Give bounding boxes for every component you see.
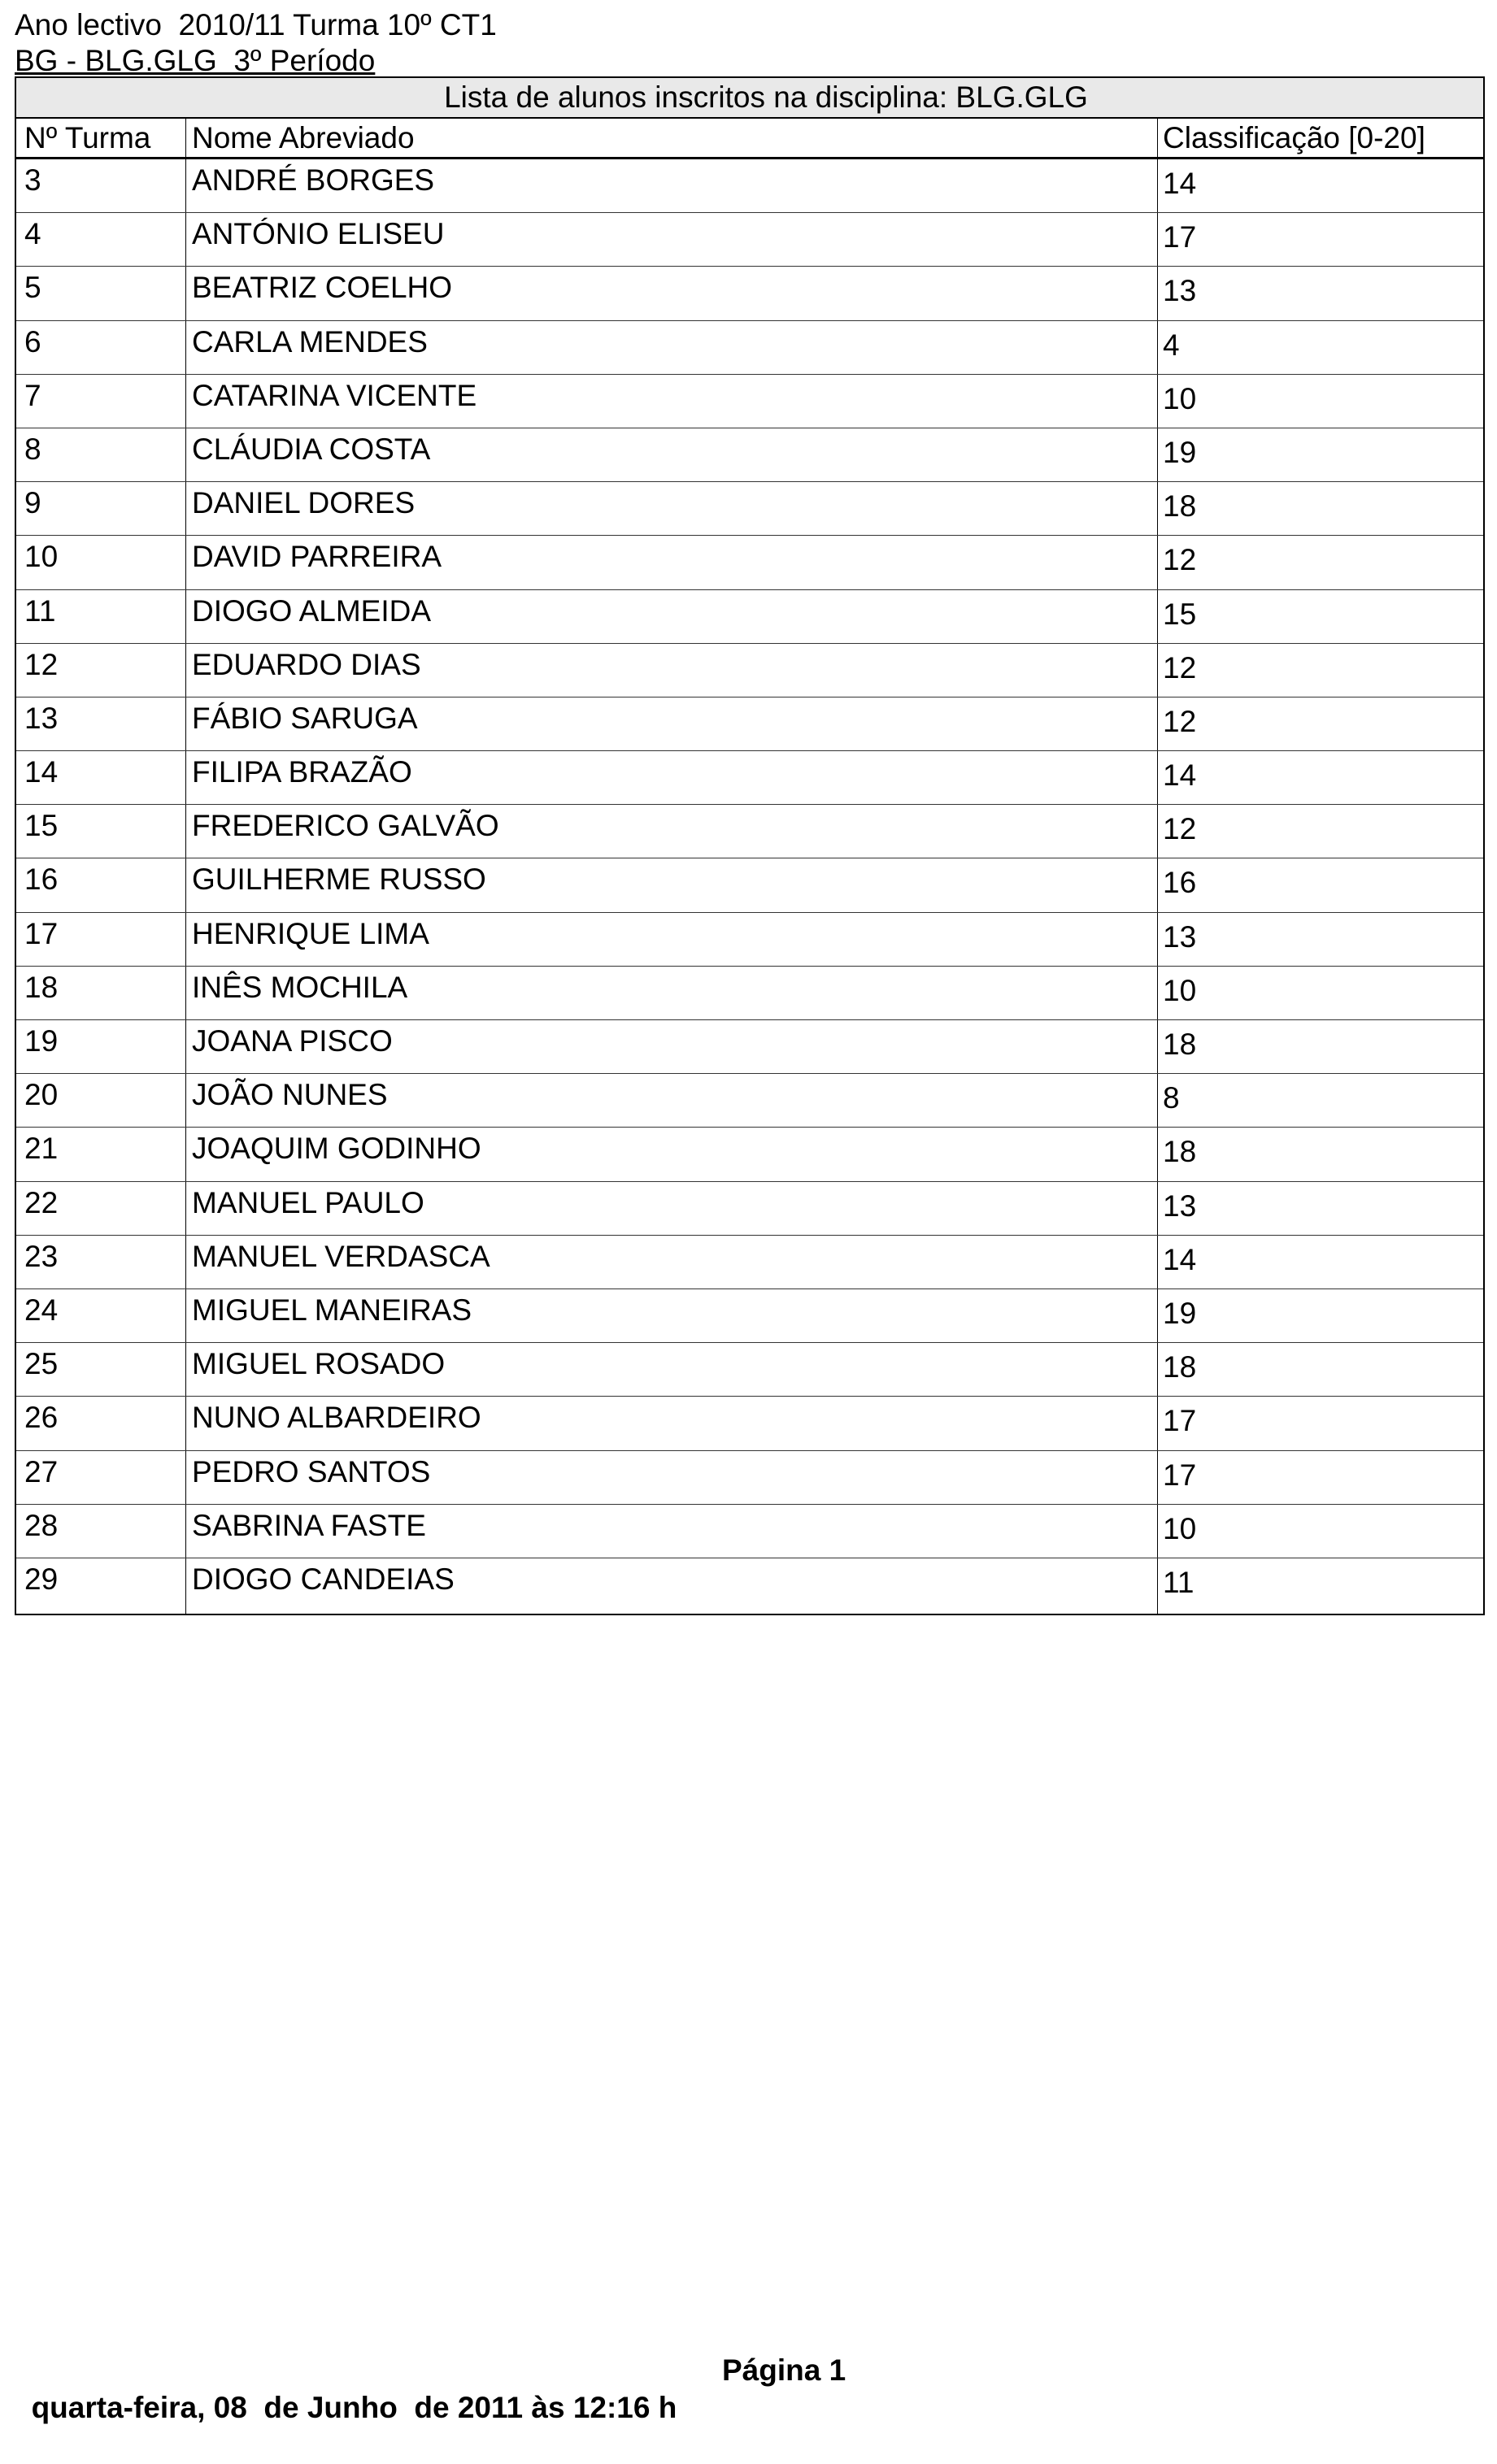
row-numero: 26 (24, 1401, 59, 1435)
row-classificacao: 14 (1163, 1242, 1197, 1276)
table-column-headers (16, 119, 1483, 159)
row-nome: DIOGO CANDEIAS (192, 1562, 455, 1596)
row-classificacao: 10 (1163, 1511, 1197, 1545)
row-numero: 5 (24, 271, 41, 305)
row-nome: FÁBIO SARUGA (192, 701, 418, 735)
table-title-text: Lista de alunos inscritos na disciplina: BLG.GLG (444, 80, 1088, 114)
row-classificacao: 11 (1163, 1565, 1195, 1599)
table-row (16, 321, 1483, 375)
row-numero: 28 (24, 1508, 59, 1542)
row-classificacao: 18 (1163, 1135, 1197, 1169)
document-header-subject-period: BG - BLG.GLG 3º Período (15, 44, 376, 77)
row-numero: 13 (24, 701, 59, 735)
row-numero: 29 (24, 1562, 59, 1596)
row-nome: DIOGO ALMEIDA (192, 593, 432, 628)
row-numero: 4 (24, 217, 41, 251)
row-numero: 12 (24, 647, 59, 681)
table-body (16, 159, 1483, 1612)
table-row (16, 858, 1483, 912)
table-row (16, 1558, 1483, 1612)
row-numero: 15 (24, 809, 59, 843)
column-header-classificacao: Classificação [0-20] (1163, 121, 1425, 154)
row-numero: 9 (24, 486, 41, 520)
table-row (16, 1020, 1483, 1074)
table-row (16, 697, 1483, 751)
row-classificacao: 10 (1163, 973, 1197, 1007)
row-nome: MIGUEL MANEIRAS (192, 1293, 472, 1327)
row-numero: 7 (24, 378, 41, 412)
row-numero: 11 (24, 593, 56, 628)
table-row (16, 428, 1483, 482)
row-classificacao: 14 (1163, 758, 1197, 793)
row-numero: 18 (24, 970, 59, 1004)
table-row (16, 1236, 1483, 1289)
row-nome: FILIPA BRAZÃO (192, 755, 412, 789)
row-classificacao: 12 (1163, 812, 1197, 846)
table-row (16, 1074, 1483, 1128)
row-numero: 25 (24, 1347, 59, 1381)
table-row (16, 1343, 1483, 1397)
row-classificacao: 8 (1163, 1081, 1180, 1115)
row-numero: 20 (24, 1078, 59, 1112)
row-nome: INÊS MOCHILA (192, 970, 408, 1004)
row-numero: 27 (24, 1454, 59, 1488)
row-classificacao: 18 (1163, 1350, 1197, 1384)
table-row (16, 751, 1483, 805)
row-nome: FREDERICO GALVÃO (192, 809, 499, 843)
row-nome: HENRIQUE LIMA (192, 916, 429, 950)
row-nome: SABRINA FASTE (192, 1508, 426, 1542)
row-nome: CLÁUDIA COSTA (192, 432, 431, 466)
row-numero: 17 (24, 916, 59, 950)
student-list-table (15, 76, 1485, 1615)
row-classificacao: 16 (1163, 866, 1197, 900)
row-classificacao: 10 (1163, 381, 1197, 415)
table-row (16, 213, 1483, 267)
table-row (16, 590, 1483, 644)
row-classificacao: 13 (1163, 919, 1197, 954)
footer-datetime: quarta-feira, 08 de Junho de 2011 às 12:16 h (31, 2391, 677, 2424)
row-numero: 3 (24, 163, 41, 197)
row-nome: CARLA MENDES (192, 324, 428, 359)
row-nome: PEDRO SANTOS (192, 1454, 431, 1488)
row-numero: 8 (24, 432, 41, 466)
table-row (16, 1505, 1483, 1558)
row-numero: 14 (24, 755, 59, 789)
table-row (16, 536, 1483, 589)
page-footer (15, 2352, 846, 2464)
document-header-year-class: Ano lectivo 2010/11 Turma 10º CT1 (15, 8, 497, 41)
row-classificacao: 17 (1163, 220, 1197, 254)
table-row (16, 1397, 1483, 1450)
table-row (16, 1451, 1483, 1505)
row-nome: DAVID PARREIRA (192, 540, 442, 574)
row-nome: MANUEL PAULO (192, 1185, 424, 1219)
table-row (16, 267, 1483, 320)
row-nome: JOÃO NUNES (192, 1078, 388, 1112)
row-nome: ANDRÉ BORGES (192, 163, 435, 197)
table-title (16, 78, 1483, 119)
column-header-nome: Nome Abreviado (192, 121, 415, 154)
column-header-numero: Nº Turma (24, 121, 151, 154)
row-numero: 6 (24, 324, 41, 359)
row-nome: DANIEL DORES (192, 486, 416, 520)
row-classificacao: 13 (1163, 274, 1197, 308)
row-nome: ANTÓNIO ELISEU (192, 217, 445, 251)
row-classificacao: 12 (1163, 543, 1197, 577)
table-row (16, 913, 1483, 967)
row-nome: BEATRIZ COELHO (192, 271, 453, 305)
row-nome: NUNO ALBARDEIRO (192, 1401, 481, 1435)
row-numero: 16 (24, 863, 59, 897)
row-nome: JOAQUIM GODINHO (192, 1132, 481, 1166)
row-classificacao: 19 (1163, 1296, 1197, 1330)
row-nome: GUILHERME RUSSO (192, 863, 486, 897)
row-classificacao: 15 (1163, 597, 1197, 631)
row-numero: 19 (24, 1024, 59, 1058)
row-classificacao: 17 (1163, 1458, 1197, 1492)
table-row (16, 805, 1483, 858)
row-numero: 24 (24, 1293, 59, 1327)
table-row (16, 1182, 1483, 1236)
row-numero: 23 (24, 1239, 59, 1273)
table-row (16, 159, 1483, 213)
row-classificacao: 12 (1163, 650, 1197, 684)
row-nome: CATARINA VICENTE (192, 378, 477, 412)
table-row (16, 375, 1483, 428)
row-classificacao: 13 (1163, 1189, 1197, 1223)
table-row (16, 967, 1483, 1020)
table-row (16, 644, 1483, 697)
row-nome: MIGUEL ROSADO (192, 1347, 446, 1381)
row-classificacao: 18 (1163, 1028, 1197, 1061)
row-numero: 10 (24, 540, 59, 574)
row-classificacao: 12 (1163, 704, 1197, 738)
row-nome: MANUEL VERDASCA (192, 1239, 490, 1273)
row-classificacao: 14 (1163, 167, 1197, 200)
table-row (16, 482, 1483, 536)
row-nome: EDUARDO DIAS (192, 647, 421, 681)
row-numero: 22 (24, 1185, 59, 1219)
row-classificacao: 19 (1163, 435, 1197, 469)
footer-page-number: Página 1 (722, 2353, 846, 2387)
row-classificacao: 17 (1163, 1404, 1197, 1438)
table-row (16, 1128, 1483, 1181)
row-nome: JOANA PISCO (192, 1024, 393, 1058)
row-classificacao: 18 (1163, 489, 1197, 524)
row-numero: 21 (24, 1132, 59, 1166)
table-row (16, 1289, 1483, 1343)
row-classificacao: 4 (1163, 328, 1180, 362)
